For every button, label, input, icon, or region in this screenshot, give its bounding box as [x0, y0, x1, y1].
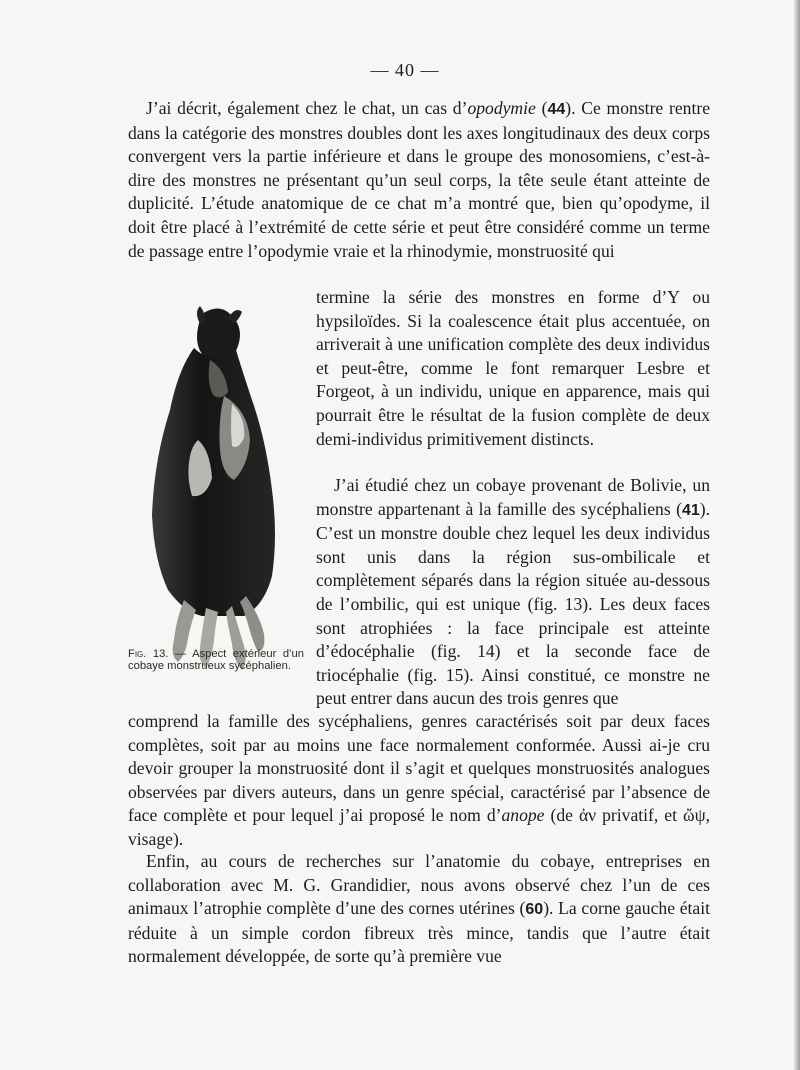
- term-opodymie: opodymie: [467, 98, 536, 118]
- text-segment: ). La corne gauche était réduite à un simple cordon fibreux très mince, tandis que l’autre était normalement développée, de sorte qu’à première vue: [128, 898, 710, 967]
- reference-44: 44: [547, 101, 566, 118]
- text-segment: (de ἀν privatif, et ὤψ, visage).: [128, 805, 710, 849]
- figure-label: Fig. 13.: [128, 648, 169, 660]
- text-segment: Enfin, au cours de recherches sur l’anatomie du cobaye, entreprises en collaboration avec M. G. Grandidier, nous avons observé chez l’un de ces animaux l’atrophie complète d’une des cornes utérines (: [128, 851, 710, 919]
- paragraph-opodymie: J’ai décrit, également chez le chat, un cas d’opodymie (44). Ce monstre rentre dans la catégorie des monstres doubles dont les axes longitudinaux des deux corps convergent vers la partie inférieure et dans le groupe des monosomiens, c’est-à-dire des monstres ne présentant qu’un seul corps, la tête seule étant atteinte de duplicité. L’étude anatomique de ce chat m’a montré que, bien qu’opodyme, il doit être placé à l’extrémité de cette série et peut être considéré comme un terme de passage entre l’opodymie vraie et la rhinodymie, monstruosité qui: [128, 98, 711, 261]
- term-anope: anope: [501, 805, 545, 826]
- reference-41: 41: [681, 501, 700, 519]
- reference-60: 60: [525, 901, 544, 919]
- caption-text: — Aspect extérieur d’un cobaye monstrueux sycéphalien.: [128, 648, 304, 673]
- paragraph-opodymie-continued: [316, 286, 710, 451]
- figure-13-photo: [140, 300, 305, 695]
- text-segment: J’ai étudié chez un cobaye provenant de Bolivie, un monstre appartenant à la famille des sycéphaliens (: [316, 475, 710, 519]
- paragraph-sycephaliens: [316, 474, 710, 711]
- text-segment: comprend la famille des sycéphaliens, genres caractérisés soit par deux faces complètes, soit par au moins une face normalement conformée. Aussi ai-je cru devoir grouper la monstruosité dont il s’agit et quelques monstruosités analogues observées par divers auteurs, dans un genre spécial, caractérisé par l’absence de face complète et pour lequel j’ai proposé le nom d’: [128, 711, 710, 826]
- paragraph-cornes-uterines: [128, 850, 710, 969]
- page-edge-shadow: [794, 0, 800, 1070]
- paragraph-sycephaliens-continued: [128, 710, 710, 852]
- text-segment: J’ai décrit, également chez le chat, un cas d’: [146, 98, 468, 118]
- text-segment: ). C’est un monstre double chez lequel les deux individus sont unis dans la région sus-ombilicale et complètement séparés dans la région située au-dessous de l’ombilic, qui est unique (fig. 13). Les deux faces sont atrophiées : la face principale est atteinte d’édocéphalie (fig. 14) et la seconde face de triocéphalie (fig. 15). Ainsi constitué, ce monstre ne peut entrer dans aucun des trois genres que: [316, 498, 710, 709]
- text-segment: termine la série des monstres en forme d’Y ou hypsiloïdes. Si la coalescence était plus accentuée, on arriverait à une unification complète des deux individus et peut-être, comme le font remarquer Lesbre et Forgeot, à un individu, unique en apparence, mais qui pourrait être le résultat de la fusion complète de deux demi-individus primitivement distincts.: [316, 287, 710, 449]
- page-number: — 40 —: [370, 60, 440, 80]
- figure-13-caption: [128, 648, 304, 673]
- text-segment: Ce monstre rentre dans la catégorie des monstres doubles dont les axes longitudinaux des deux corps convergent vers la partie inférieure et dans le groupe des monosomiens, c’est-à-dire des monstres ne présentant qu’un seul corps, la tête seule étant atteinte de duplicité. L’étude anatomique de ce chat m’a montré que, bien qu’opodyme, il doit être placé à l’extrémité de cette série et peut être considéré comme un terme de passage entre l’opodymie vraie et la rhinodymie, monstruosité qui: [128, 98, 711, 261]
